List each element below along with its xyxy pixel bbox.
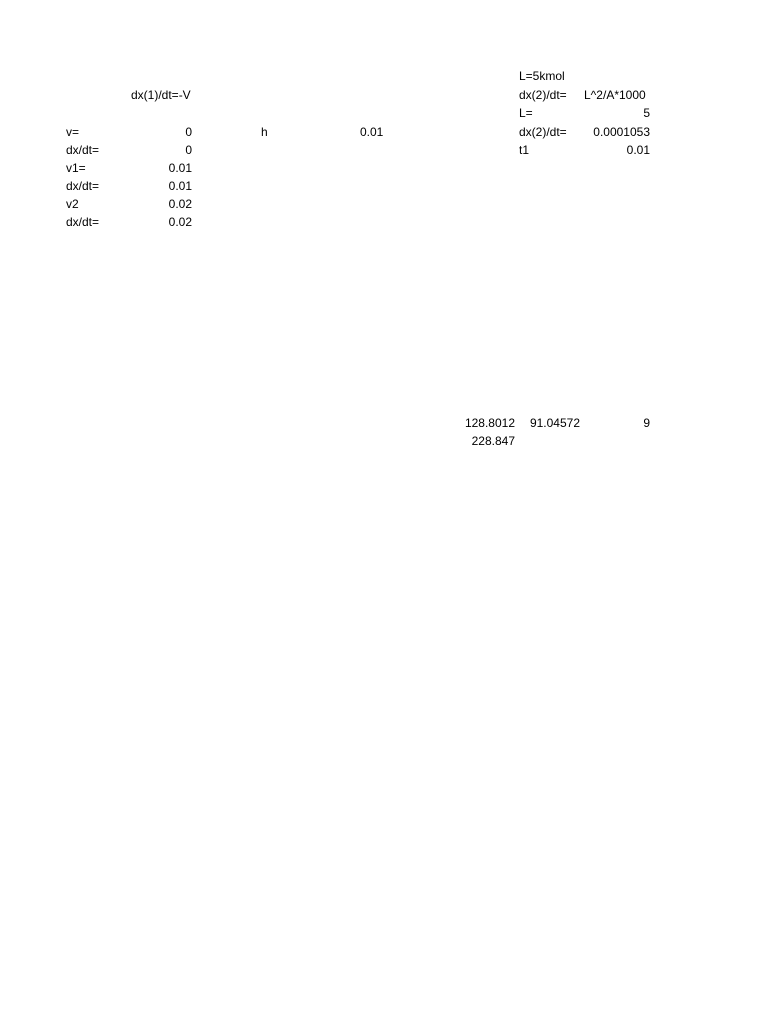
- dxdt-label-3: dx/dt=: [66, 215, 100, 229]
- dxdt-value-2: 0.01: [168, 179, 192, 193]
- dx2-label-a: dx(2)/dt=: [519, 88, 567, 102]
- dxdt-value-1: 0: [185, 143, 192, 157]
- header-formula-dx1: dx(1)/dt=-V: [131, 88, 191, 102]
- dx2-formula: L^2/A*1000: [584, 88, 646, 102]
- dxdt-label-1: dx/dt=: [66, 143, 100, 157]
- result-value-d: 228.847: [471, 434, 515, 448]
- h-label: h: [261, 125, 268, 139]
- h-value: 0.01: [360, 125, 384, 139]
- v-value: 0: [185, 125, 192, 139]
- result-value-a: 128.8012: [464, 416, 515, 430]
- v2-value: 0.02: [168, 197, 192, 211]
- dxdt-value-3: 0.02: [168, 215, 192, 229]
- v2-label: v2: [66, 197, 79, 211]
- t1-value: 0.01: [626, 143, 650, 157]
- dx2-value: 0.0001053: [593, 125, 650, 139]
- result-value-b: 91.04572: [529, 416, 580, 430]
- result-value-c: 9: [643, 416, 650, 430]
- l-kmol-label: L=5kmol: [519, 69, 565, 83]
- v-label: v=: [66, 125, 80, 139]
- v1-value: 0.01: [168, 161, 192, 175]
- dx2-label-b: dx(2)/dt=: [519, 125, 567, 139]
- dxdt-label-2: dx/dt=: [66, 179, 100, 193]
- v1-label: v1=: [66, 161, 86, 175]
- l-value: 5: [643, 106, 650, 120]
- t1-label: t1: [519, 143, 530, 157]
- l-label: L=: [519, 106, 533, 120]
